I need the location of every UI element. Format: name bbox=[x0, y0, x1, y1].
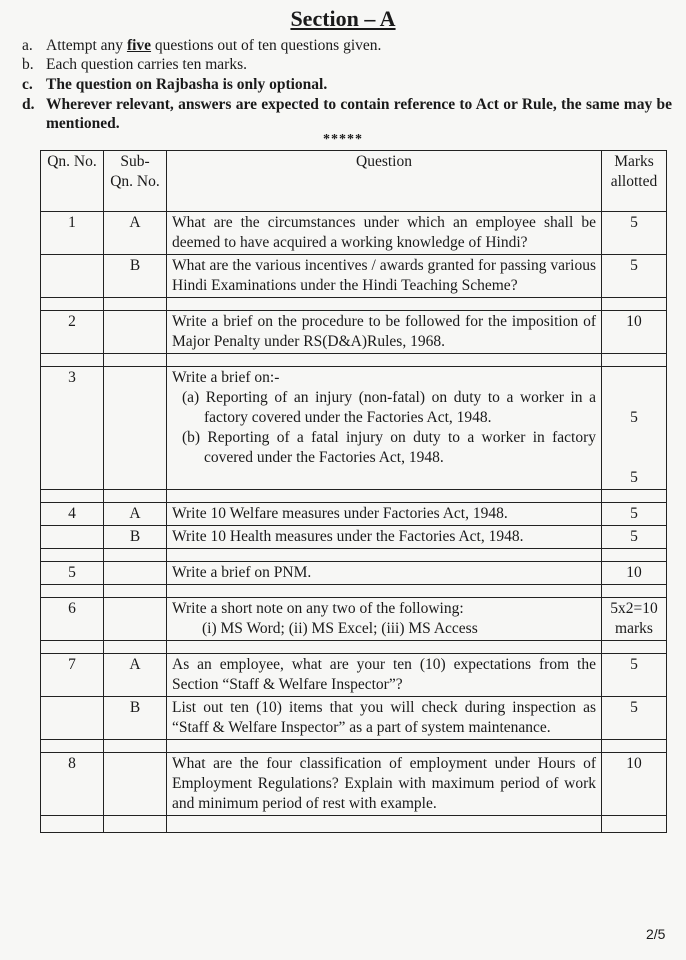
question-text bbox=[167, 367, 602, 490]
qn-number: 7 bbox=[41, 654, 104, 697]
table-row bbox=[41, 212, 667, 255]
instruction-text: questions out of ten questions given. bbox=[151, 37, 382, 54]
instruction-a bbox=[22, 36, 672, 55]
table-row bbox=[41, 311, 667, 354]
table-row bbox=[41, 367, 667, 490]
spacer-row bbox=[41, 298, 667, 311]
qn-number: 5 bbox=[41, 562, 104, 585]
question-text: What are the various incentives / awards granted for passing various Hindi Examinations under the Hindi Teaching Scheme? bbox=[167, 255, 602, 298]
sub-qn-number: A bbox=[104, 503, 167, 526]
section-title: Section – A bbox=[290, 6, 396, 31]
question-text: Write 10 Health measures under the Factories Act, 1948. bbox=[167, 526, 602, 549]
instruction-d bbox=[22, 95, 672, 133]
question-intro: Write a brief on:- bbox=[172, 369, 280, 386]
instruction-b bbox=[22, 55, 672, 74]
marks-a: 5 bbox=[630, 409, 638, 426]
question-table bbox=[40, 150, 667, 833]
marks: 5 bbox=[602, 255, 667, 298]
spacer-row bbox=[41, 354, 667, 367]
sub-question-a: (a) Reporting of an injury (non-fatal) on duty to a worker in a factory covered under the Factories Act, 1948. bbox=[182, 389, 596, 426]
table-row bbox=[41, 753, 667, 816]
instruction-text: The question on Rajbasha is only optional. bbox=[46, 76, 328, 93]
question-line: Write a short note on any two of the following: bbox=[172, 600, 464, 617]
header-sub-qn-no: Sub-Qn. No. bbox=[104, 151, 167, 212]
instruction-label: d. bbox=[22, 96, 35, 113]
qn-number: 4 bbox=[41, 503, 104, 526]
instruction-c bbox=[22, 75, 672, 94]
marks bbox=[602, 367, 667, 490]
question-text: Write 10 Welfare measures under Factories Act, 1948. bbox=[167, 503, 602, 526]
question-text: Write a brief on PNM. bbox=[167, 562, 602, 585]
header-marks: Marks allotted bbox=[602, 151, 667, 212]
spacer-row bbox=[41, 816, 667, 833]
page-number: 2/5 bbox=[646, 926, 666, 942]
sub-qn-number: A bbox=[104, 212, 167, 255]
sub-qn-number: B bbox=[104, 697, 167, 740]
sub-qn-number: B bbox=[104, 526, 167, 549]
marks: 10 bbox=[602, 311, 667, 354]
marks: 5 bbox=[602, 526, 667, 549]
qn-number: 1 bbox=[41, 212, 104, 255]
sub-qn-number: B bbox=[104, 255, 167, 298]
table-header-row bbox=[41, 151, 667, 212]
header-question: Question bbox=[167, 151, 602, 212]
spacer-row bbox=[41, 490, 667, 503]
question-text: List out ten (10) items that you will check during inspection as “Staff & Welfare Inspector” as a part of system maintenance. bbox=[167, 697, 602, 740]
spacer-row bbox=[41, 549, 667, 562]
marks: 10 bbox=[602, 562, 667, 585]
table-row bbox=[41, 654, 667, 697]
instruction-label: a. bbox=[22, 37, 33, 54]
table-row bbox=[41, 562, 667, 585]
question-text: What are the four classification of employment under Hours of Employment Regulations? Explain with maximum period of work and minimum period of rest with example. bbox=[167, 753, 602, 816]
marks: 5 bbox=[602, 503, 667, 526]
question-text: What are the circumstances under which an employee shall be deemed to have acquired a working knowledge of Hindi? bbox=[167, 212, 602, 255]
table-row bbox=[41, 503, 667, 526]
marks: 5 bbox=[602, 654, 667, 697]
marks: 10 bbox=[602, 753, 667, 816]
qn-number: 8 bbox=[41, 753, 104, 816]
qn-number: 3 bbox=[41, 367, 104, 490]
question-text: As an employee, what are your ten (10) expectations from the Section “Staff & Welfare Inspector”? bbox=[167, 654, 602, 697]
instruction-emphasis: five bbox=[126, 37, 152, 54]
marks: 5x2=10 marks bbox=[602, 598, 667, 641]
instruction-text: Each question carries ten marks. bbox=[46, 56, 247, 73]
spacer-row bbox=[41, 740, 667, 753]
instruction-label: c. bbox=[22, 76, 33, 93]
qn-number: 6 bbox=[41, 598, 104, 641]
table-row bbox=[41, 697, 667, 740]
table-row bbox=[41, 598, 667, 641]
question-options: (i) MS Word; (ii) MS Excel; (iii) MS Access bbox=[202, 620, 478, 637]
spacer-row bbox=[41, 585, 667, 598]
header-qn-no: Qn. No. bbox=[41, 151, 104, 212]
question-text bbox=[167, 598, 602, 641]
qn-number: 2 bbox=[41, 311, 104, 354]
sub-question-b: (b) Reporting of a fatal injury on duty to a worker in factory covered under the Factories Act, 1948. bbox=[182, 429, 596, 466]
spacer-row bbox=[41, 641, 667, 654]
sub-qn-number: A bbox=[104, 654, 167, 697]
instruction-label: b. bbox=[22, 56, 34, 73]
marks: 5 bbox=[602, 212, 667, 255]
table-row bbox=[41, 255, 667, 298]
separator-stars: ***** bbox=[323, 132, 363, 147]
instruction-text: Attempt any bbox=[46, 37, 127, 54]
table-row bbox=[41, 526, 667, 549]
marks-b: 5 bbox=[630, 469, 638, 486]
question-text: Write a brief on the procedure to be followed for the imposition of Major Penalty under RS(D&A)Rules, 1968. bbox=[167, 311, 602, 354]
instruction-text: Wherever relevant, answers are expected to contain reference to Act or Rule, the same may be mentioned. bbox=[46, 96, 672, 132]
marks: 5 bbox=[602, 697, 667, 740]
